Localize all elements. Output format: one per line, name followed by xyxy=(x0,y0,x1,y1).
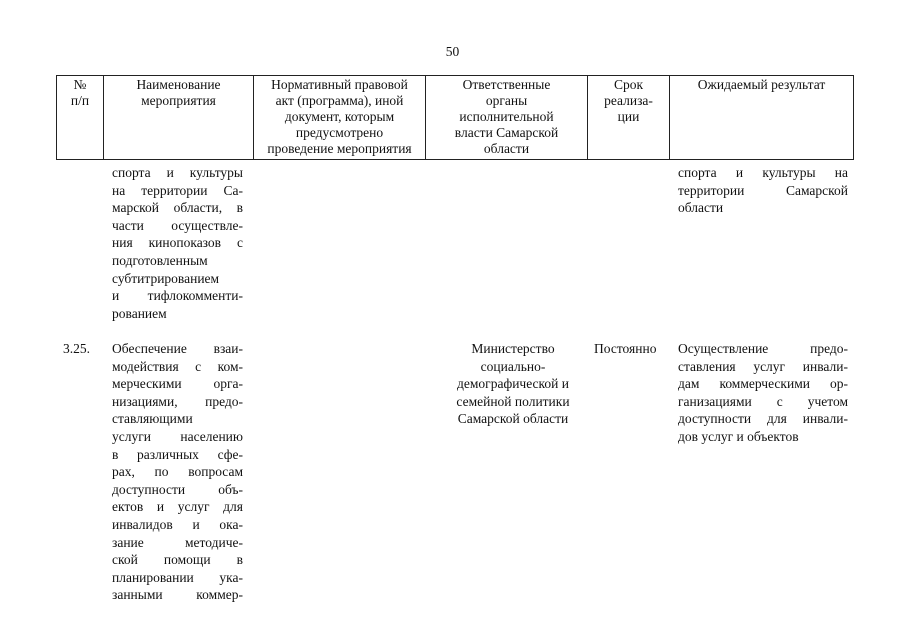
row-result: Осуществление предо- ставления услуг инвали- дам коммерческими ор- ганизациями с учетом доступности для инвали- дов услуг и объектов xyxy=(678,341,848,444)
continuation-name: спорта и культуры на территории Са- марской области, в части осуществле- ния кинопоказов с подготовленным субтитрированием и тифлокомменти- рованием xyxy=(112,165,243,321)
continuation-result: спорта и культуры на территории Самарской области xyxy=(678,165,848,216)
row-term: Постоянно xyxy=(594,341,657,356)
header-normative-act: Нормативный правовой акт (программа), иной документ, которым предусмотрено проведение мероприятия xyxy=(254,76,426,160)
header-term: Срок реализа- ции xyxy=(588,76,670,160)
row-name: Обеспечение взаи- модействия с ком- мерческими орга- низациями, предо- ставляющими услуги населению в различных сфе- рах, по вопросам доступности объ- ектов и услуг для инвалидов и ока- зание методиче- ской помощи в планировании ука- занными коммер- xyxy=(112,341,243,603)
row-responsible: Министерство социально- демографической и семейной политики Самарской области xyxy=(456,341,570,427)
header-responsible: Ответственные органы исполнительной власти Самарской области xyxy=(426,76,588,160)
row-number: 3.25. xyxy=(63,341,90,356)
table-header xyxy=(56,75,854,160)
header-number: № п/п xyxy=(57,76,104,160)
header-name: Наименование мероприятия xyxy=(104,76,254,160)
page-number: 50 xyxy=(445,44,460,59)
header-result: Ожидаемый результат xyxy=(670,76,854,160)
